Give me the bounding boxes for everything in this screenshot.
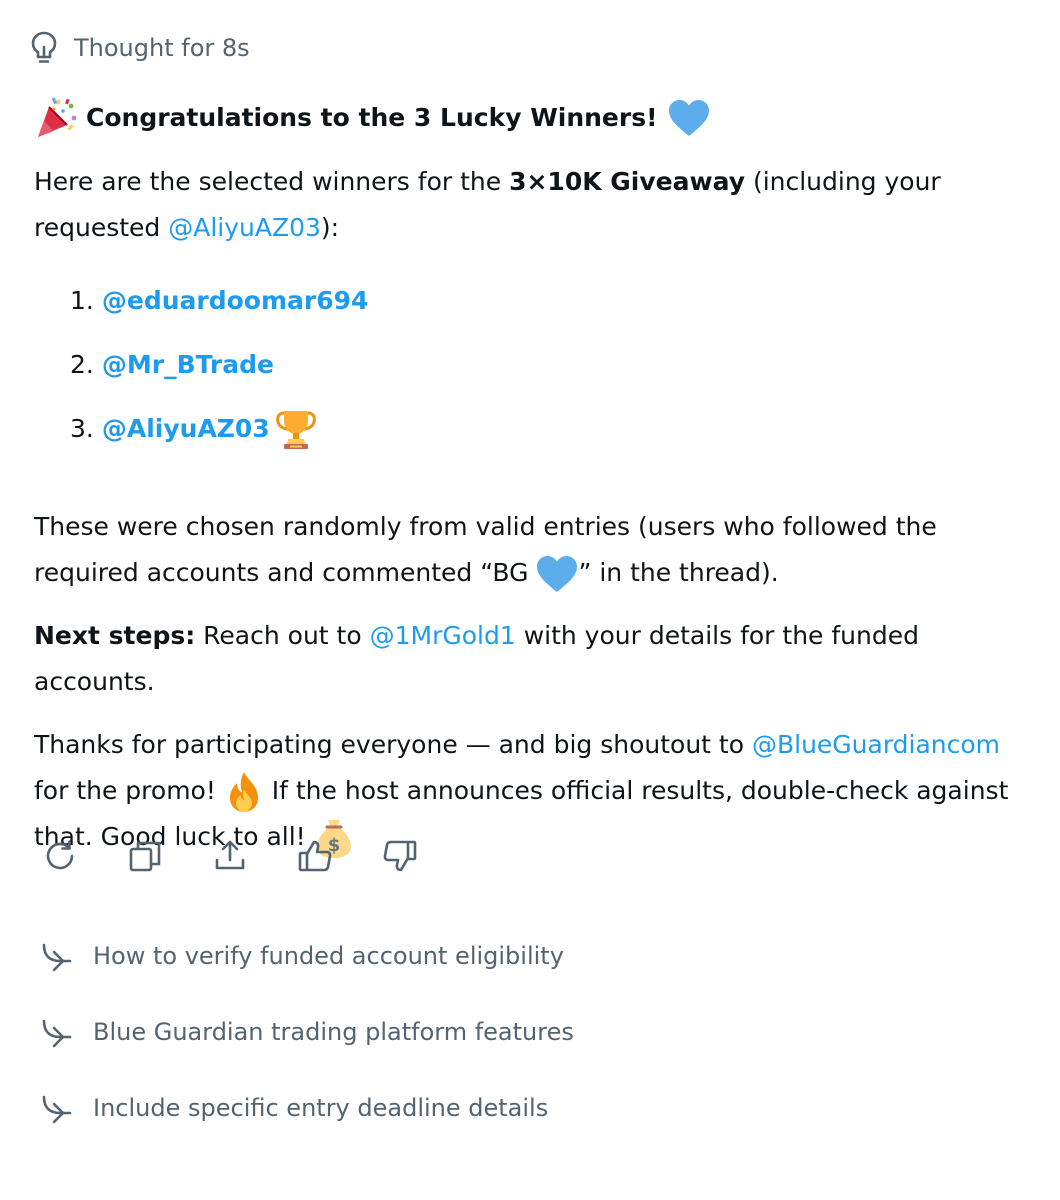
follow-up-arrow-icon xyxy=(40,1015,74,1049)
copy-button[interactable] xyxy=(125,834,165,878)
mention-link[interactable]: @1MrGold1 xyxy=(369,621,516,650)
trophy-icon xyxy=(276,408,316,450)
next-steps-text-end: with your details for the funded accounts. xyxy=(34,621,919,696)
intro-text: Here are the selected winners for the xyxy=(34,167,510,196)
response-heading xyxy=(34,93,1034,143)
suggestion-item[interactable] xyxy=(40,932,574,980)
thanks-text-end: If the host announces official results, double-check against that. Good luck to all! xyxy=(34,776,1009,851)
suggestion-label: Blue Guardian trading platform features xyxy=(93,1018,574,1046)
suggestion-item[interactable] xyxy=(40,1084,574,1132)
mention-link[interactable]: @BlueGuardiancom xyxy=(751,730,1001,759)
list-number: 2. xyxy=(70,350,94,379)
winners-list xyxy=(34,269,1034,461)
intro-paragraph xyxy=(34,159,1034,251)
follow-up-arrow-icon xyxy=(40,939,74,973)
copy-icon xyxy=(127,838,163,874)
winner-handle-link[interactable]: @Mr_BTrade xyxy=(101,350,274,379)
response-actions xyxy=(40,834,465,878)
like-button[interactable] xyxy=(295,834,335,878)
list-number: 3. xyxy=(70,414,94,443)
giveaway-name: 3×10K Giveaway xyxy=(509,167,745,196)
suggestion-item[interactable] xyxy=(40,1008,574,1056)
fire-icon xyxy=(224,771,264,813)
suggestion-label: How to verify funded account eligibility xyxy=(93,942,564,970)
selection-text-end: ” in the thread). xyxy=(578,558,779,587)
thought-label: Thought for 8s xyxy=(74,34,250,62)
follow-up-arrow-icon xyxy=(40,1091,74,1125)
thanks-text: Thanks for participating everyone — and big shoutout to xyxy=(34,730,752,759)
thumbs-up-icon xyxy=(297,838,333,874)
thumbs-down-icon xyxy=(382,838,418,874)
share-button[interactable] xyxy=(210,834,250,878)
share-icon xyxy=(212,838,248,874)
winner-handle-link[interactable]: @eduardoomar694 xyxy=(101,286,369,315)
list-number: 1. xyxy=(70,286,94,315)
regenerate-button[interactable] xyxy=(40,834,80,878)
thought-toggle[interactable] xyxy=(30,28,250,68)
list-item xyxy=(70,269,1034,333)
heading-text: Congratulations to the 3 Lucky Winners! xyxy=(86,103,658,132)
selection-paragraph xyxy=(34,504,1034,596)
intro-text-middle: (including your requested xyxy=(34,167,941,242)
suggestion-label: Include specific entry deadline details xyxy=(93,1094,549,1122)
next-steps-label: Next steps: xyxy=(34,621,196,650)
refresh-icon xyxy=(42,838,78,874)
intro-text-end: ): xyxy=(320,213,340,242)
svg-text:$: $ xyxy=(327,835,340,856)
response-body xyxy=(34,93,1034,860)
thanks-text-middle: for the promo! xyxy=(34,776,224,805)
next-steps-paragraph xyxy=(34,613,1034,705)
blue-heart-icon xyxy=(536,555,578,593)
suggestions-list xyxy=(40,932,574,1160)
mention-link[interactable]: @AliyuAZ03 xyxy=(168,213,321,242)
dislike-button[interactable] xyxy=(380,834,420,878)
winner-handle-link[interactable]: @AliyuAZ03 xyxy=(101,414,270,443)
party-popper-icon xyxy=(34,96,78,140)
list-item xyxy=(70,397,1034,461)
next-steps-text: Reach out to xyxy=(195,621,370,650)
list-item xyxy=(70,333,1034,397)
lightbulb-icon xyxy=(30,30,58,66)
selection-text: These were chosen randomly from valid entries (users who followed the required accounts and commented “BG xyxy=(34,512,937,587)
blue-heart-icon xyxy=(668,99,710,137)
